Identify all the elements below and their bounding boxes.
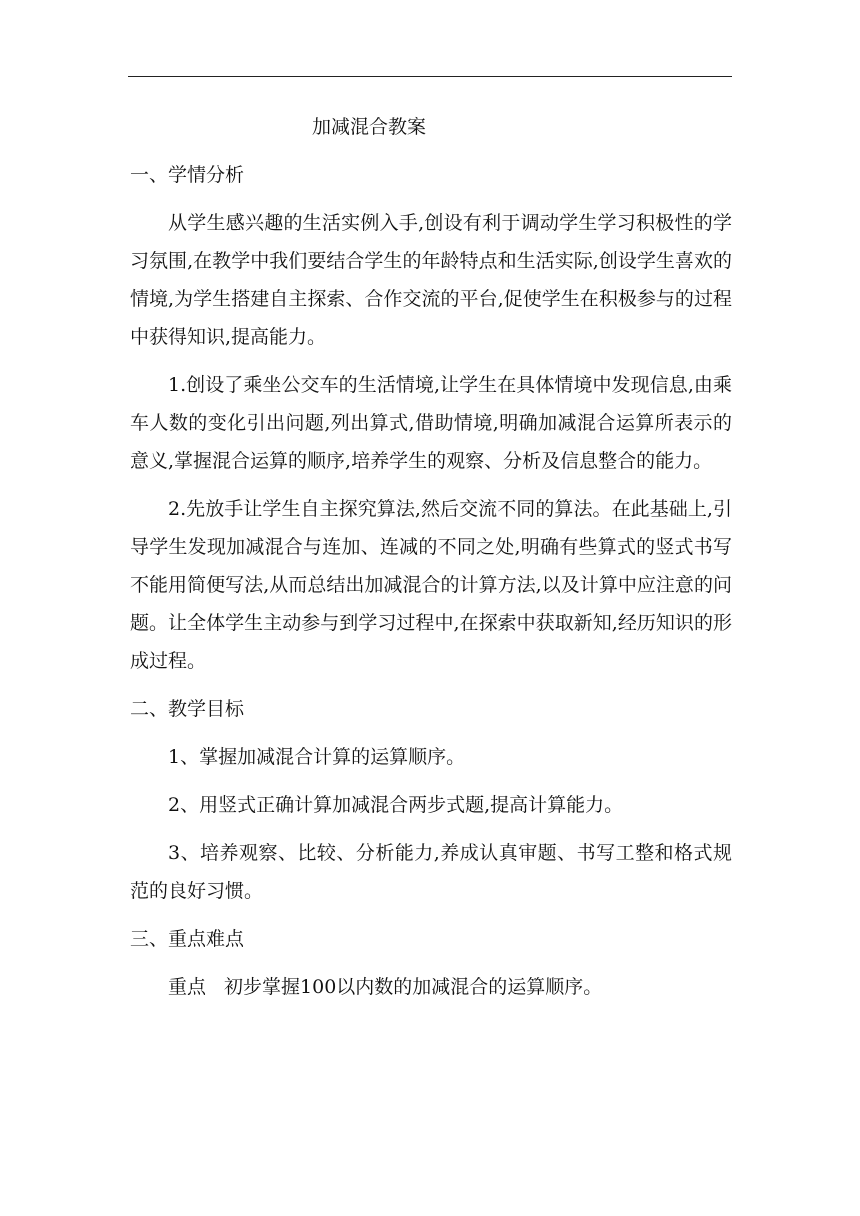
section-heading-objectives: 二、教学目标 (130, 698, 245, 720)
objective-item: 3、培养观察、比较、分析能力,养成认真审题、书写工整和格式规范的良好习惯。 (130, 842, 732, 902)
document-body (130, 108, 732, 1006)
paragraph: 2.先放手让学生自主探究算法,然后交流不同的算法。在此基础上,引导学生发现加减混合与连加、连减的不同之处,明确有些算式的竖式书写不能用简便写法,从而总结出加减混合的计算方法,以及计算中应注意的问题。让全体学生主动参与到学习过程中,在探索中获取新知,经历知识的形成过程。 (130, 498, 732, 672)
section-heading-analysis: 一、学情分析 (130, 164, 245, 186)
paragraph: 1.创设了乘坐公交车的生活情境,让学生在具体情境中发现信息,由乘车人数的变化引出问题,列出算式,借助情境,明确加减混合运算所表示的意义,掌握混合运算的顺序,培养学生的观察、分析及信息整合的能力。 (130, 374, 732, 472)
section-heading-key-points: 三、重点难点 (130, 928, 245, 950)
header-rule (128, 76, 732, 77)
objective-item: 1、掌握加减混合计算的运算顺序。 (168, 746, 466, 768)
key-point-line (130, 968, 732, 1006)
objective-item: 2、用竖式正确计算加减混合两步式题,提高计算能力。 (168, 794, 624, 816)
document-title: 加减混合教案 (312, 116, 427, 138)
key-point-label: 重点 (168, 976, 207, 998)
paragraph: 从学生感兴趣的生活实例入手,创设有利于调动学生学习积极性的学习氛围,在教学中我们要结合学生的年龄特点和生活实际,创设学生喜欢的情境,为学生搭建自主探索、合作交流的平台,促使学生在积极参与的过程中获得知识,提高能力。 (130, 212, 732, 348)
key-point-text: 初步掌握100以内数的加减混合的运算顺序。 (224, 976, 603, 998)
